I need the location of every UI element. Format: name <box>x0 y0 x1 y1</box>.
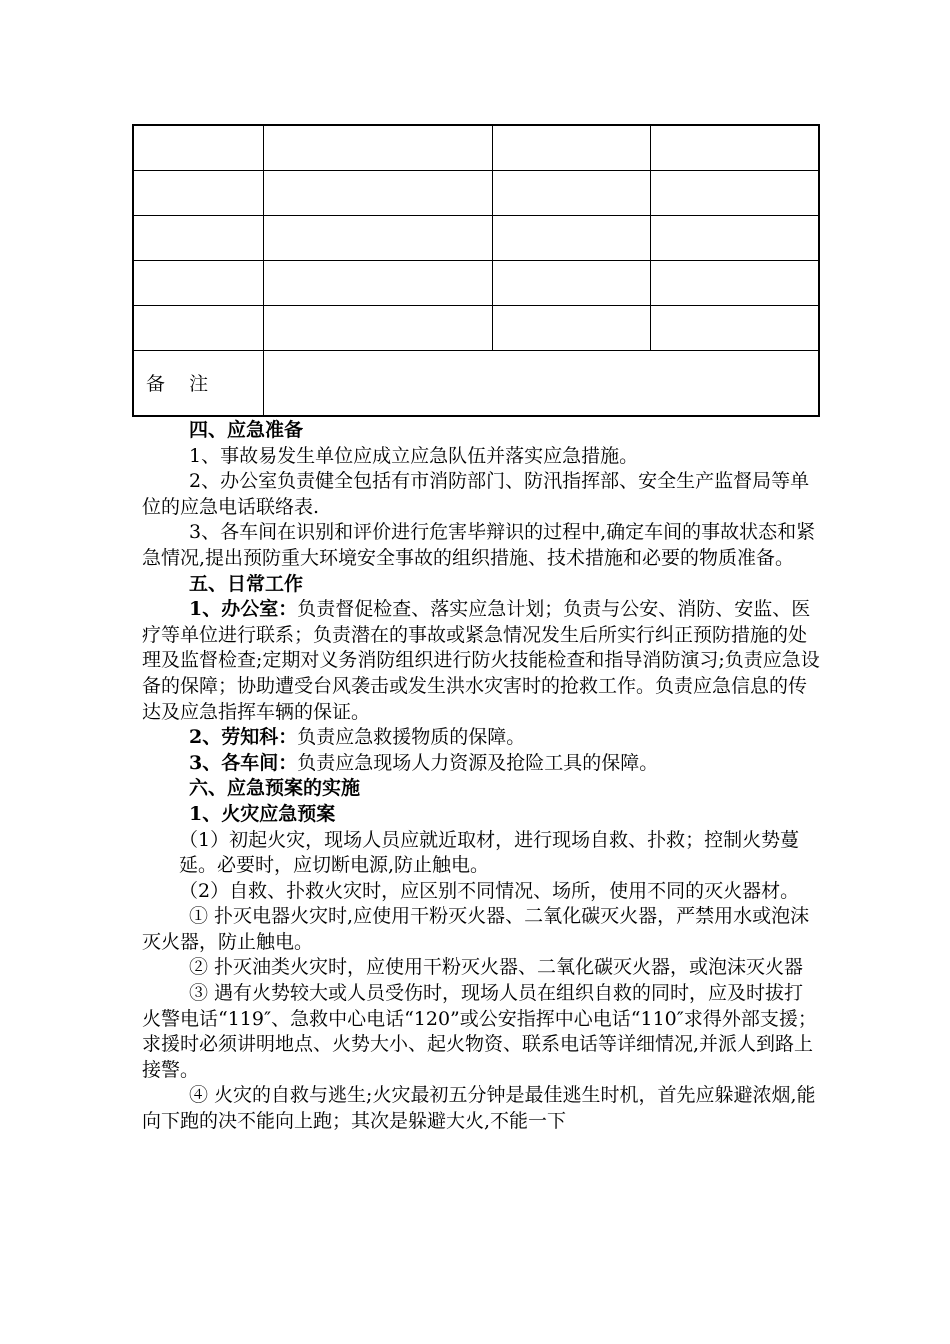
table-row <box>133 125 819 170</box>
paragraph-text: 负责督促检查、落实应急计划；负责与公安、消防、安监、医疗等单位进行联系；负责潜在的事故或紧急情况发生后所实行纠正预防措施的处理及监督检查;定期对义务消防组织进行防火技能检查和指导消防演习;负责应急设备的保障；协助遭受台风袭击或发生洪水灾害时的抢救工作。负责应急信息的传达及应急指挥车辆的保证。 <box>142 598 820 723</box>
table-body <box>133 125 819 416</box>
table-cell <box>263 170 492 215</box>
paragraph-heading: 1、火灾应急预案 <box>189 802 336 825</box>
paragraph-text: （2）自救、扑救火灾时，应区别不同情况、场所，使用不同的灭火器材。 <box>179 879 800 902</box>
remark-row <box>133 350 819 416</box>
table-row <box>133 305 819 350</box>
table-cell <box>133 125 263 170</box>
paragraph-text: ④ 火灾的自救与逃生;火灾最初五分钟是最佳逃生时机，首先应躲避浓烟,能向下跑的决不能向上跑；其次是躲避大火,不能一下 <box>142 1084 816 1133</box>
paragraph <box>142 776 822 802</box>
paragraph <box>142 904 822 955</box>
paragraph <box>142 981 822 1083</box>
table-row <box>133 170 819 215</box>
table-cell <box>263 215 492 260</box>
table-cell <box>263 125 492 170</box>
table-cell <box>650 260 819 305</box>
table-cell <box>263 260 492 305</box>
table-cell <box>650 215 819 260</box>
table-cell <box>650 170 819 215</box>
paragraph-heading: 1、办公室： <box>189 598 298 621</box>
table-cell <box>133 215 263 260</box>
paragraph-heading: 3、各车间： <box>189 751 298 774</box>
table-cell <box>133 260 263 305</box>
paragraph <box>142 572 822 598</box>
paragraph-text: （1）初起火灾，现场人员应就近取材，进行现场自救、扑救；控制火势蔓延。必要时，应切断电源,防止触电。 <box>179 828 800 877</box>
paragraph <box>142 828 822 879</box>
paragraph <box>142 444 822 470</box>
table-cell <box>650 305 819 350</box>
paragraph <box>142 1083 822 1134</box>
paragraph-heading: 2、劳知科： <box>189 726 298 749</box>
remark-label: 备 注 <box>133 350 263 416</box>
table-cell <box>492 260 650 305</box>
paragraph <box>142 469 822 520</box>
paragraph-text: ① 扑灭电器火灾时,应使用干粉灭火器、二氧化碳灭火器，严禁用水或泡沫灭火器，防止触电。 <box>142 905 810 953</box>
table-cell <box>650 125 819 170</box>
remark-value <box>263 350 819 416</box>
table-cell <box>263 305 492 350</box>
contact-table <box>132 124 820 417</box>
paragraph <box>142 751 822 777</box>
paragraph-text: 2、办公室负责健全包括有市消防部门、防汛指挥部、安全生产监督局等单位的应急电话联络表. <box>142 470 810 518</box>
table-cell <box>492 125 650 170</box>
paragraph <box>142 520 822 571</box>
paragraph-heading: 四、应急准备 <box>189 419 304 441</box>
table-cell <box>133 170 263 215</box>
table-row <box>133 260 819 305</box>
paragraph <box>142 879 822 905</box>
table-cell <box>492 215 650 260</box>
table-cell <box>492 305 650 350</box>
paragraph <box>142 955 822 981</box>
paragraph <box>142 802 822 828</box>
paragraph-text: ③ 遇有火势较大或人员受伤时，现场人员在组织自救的同时，应及时拔打火警电话“119″、急救中心电话“120”或公安指挥中心电话“110″求得外部支援；求援时必须讲明地点、火势大小、起火物资、联系电话等详细情况,并派人到路上接警。 <box>142 982 817 1081</box>
paragraph-text: 负责应急现场人力资源及抢险工具的保障。 <box>297 751 659 774</box>
table-cell <box>492 170 650 215</box>
paragraph-heading: 六、应急预案的实施 <box>189 777 361 800</box>
paragraph <box>142 418 822 444</box>
paragraph-text: 3、各车间在识别和评价进行危害毕辩识的过程中,确定车间的事故状态和紧急情况,提出预防重大环境安全事故的组织措施、技术措施和必要的物质准备。 <box>142 521 816 569</box>
paragraph-text: 负责应急救援物质的保障。 <box>297 726 526 749</box>
table-cell <box>133 305 263 350</box>
paragraph-text: 1、事故易发生单位应成立应急队伍并落实应急措施。 <box>189 444 639 467</box>
document-body <box>142 418 822 1135</box>
paragraph <box>142 725 822 751</box>
paragraph-text: ② 扑灭油类火灾时，应使用干粉灭火器、二氧化碳灭火器，或泡沫灭火器 <box>189 956 804 979</box>
paragraph <box>142 597 822 725</box>
paragraph-heading: 五、日常工作 <box>189 572 304 595</box>
table-row <box>133 215 819 260</box>
